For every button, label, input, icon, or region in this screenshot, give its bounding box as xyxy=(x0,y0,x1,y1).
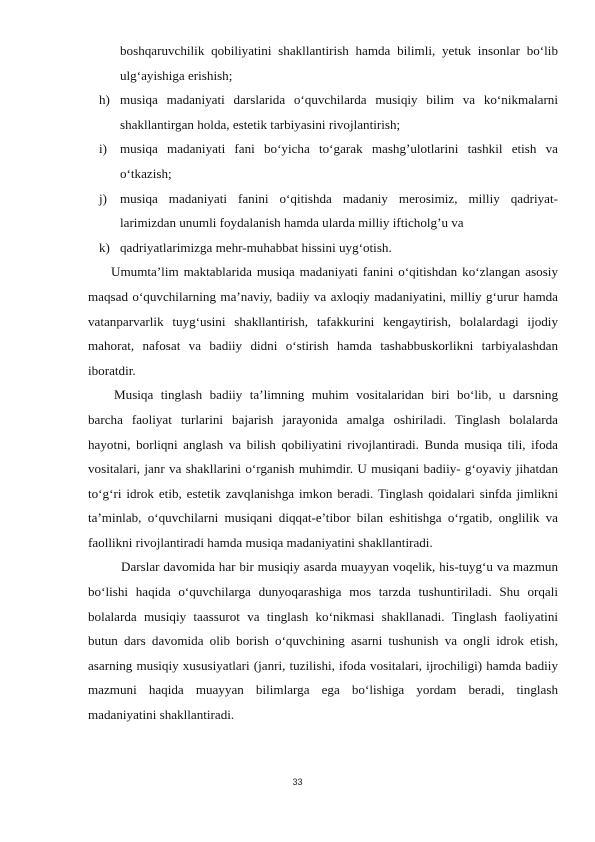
list-item-text: musiqa madaniyati darslarida o‘quvchilarda musiqiy bilim va ko‘nikmalarni shakllantirgan holda, estetik tarbiyasini rivojlantirish; xyxy=(120,92,558,132)
list-item-text: musiqa madaniyati fanini o‘qitishda madaniy merosimiz, milliy qadriyat- larimizdan unumli foydalanish hamda ularda milliy ifticholg’u va xyxy=(120,190,558,231)
list-item-continuation xyxy=(88,39,558,88)
paragraph-lessons: Darslar davomida har bir musiqiy asarda muayyan voqelik, his-tuyg‘u va mazmun bo‘lishi haqida o‘quvchilarga dunyoqarashiga mos tarzda tushuntiriladi. Shu orqali bolalarda musiqiy taassurot va tinglash ko‘nikmasi shakllanadi. Tinglash faoliyatini butun dars davomida olib borish o‘quvchining asarni tushunish va ongli idrok etish, asarning musiqiy xususiyatlari (janri, tuzilishi, ifoda vositalari, ijrochiligi) hamda badiiy mazmuni haqida muayyan bilimlarga ega bo‘lishiga yordam beradi, tinglash madaniyatini shakllantiradi. xyxy=(88,559,558,723)
list-item-j xyxy=(88,187,558,236)
list-item-text: boshqaruvchilik qobiliyatini shakllantirish hamda bilimli, yetuk insonlar bo‘lib ulg‘ayishiga erishish; xyxy=(120,43,558,83)
list-item-text: musiqa madaniyati fani bo‘yicha to‘garak mashg’ulotlarini tashkil etish va o‘tkazish; xyxy=(120,141,558,181)
list-item-i xyxy=(88,137,558,186)
list-item-k xyxy=(88,236,558,261)
page-body xyxy=(88,39,558,728)
list-marker: k) xyxy=(99,239,110,255)
list-marker: j) xyxy=(99,190,107,206)
list-marker: i) xyxy=(99,141,107,157)
list-item-text: qadriyatlarimizga mehr-muhabbat hissini uyg‘otish. xyxy=(120,239,392,255)
paragraph-listening: Musiqa tinglash badiiy ta’limning muhim vositalaridan biri bo‘lib, u darsning barcha faoliyat turlarini bajarish jarayonida amalga oshiriladi. Tinglash bolalarda hayotni, borliqni anglash va bilish qobiliyatini rivojlantiradi. Bunda musiqa tili, ifoda vositalari, janr va shakllarini o‘rganish muhimdir. U musiqani badiiy- g‘oyaviy jihatdan to‘g‘ri idrok etib, estetik zavqlanishga imkon beradi. Tinglash qoidalari sinfda jimlikni ta’minlab, o‘quvchilarni musiqani diqqat-e’tibor bilan eshitishga o‘rgatib, onglilik va faollikni rivojlantiradi hamda musiqa madaniyatini shakllantiradi. xyxy=(88,387,558,550)
list-marker: h) xyxy=(99,92,110,108)
paragraph-goal: Umumta’lim maktablarida musiqa madaniyati fanini o‘qitishdan ko‘zlangan asosiy maqsad o‘quvchilarning ma’naviy, badiiy va axloqiy madaniyatini, milliy g‘urur hamda vatanparvarlik tuyg‘usini shakllantirish, tafakkurini kengaytirish, bolalardagi ijodiy mahorat, nafosat va badiiy didni o‘stirish hamda tashabbuskorlikni tarbiyalashdan iboratdir. xyxy=(88,264,558,378)
list-item-h xyxy=(88,88,558,137)
page-number: 33 xyxy=(292,777,303,787)
